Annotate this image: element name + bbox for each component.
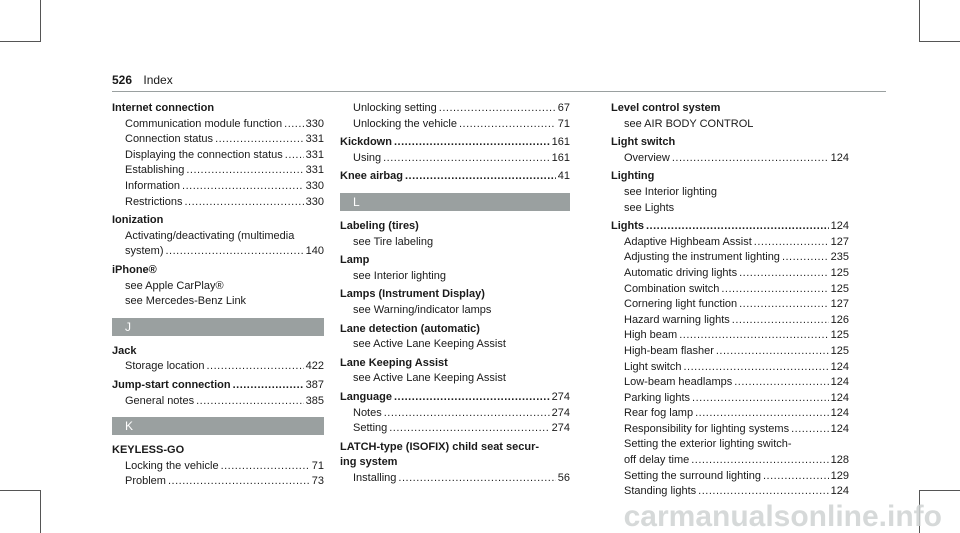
entry-text: Labeling (tires)	[340, 219, 419, 232]
leader-dots	[691, 453, 828, 469]
page-ref: 140	[305, 245, 324, 258]
page-ref: 126	[830, 313, 849, 326]
page-ref: 71	[557, 117, 570, 130]
index-subentry	[611, 250, 849, 266]
entry-text: Notes	[353, 406, 382, 419]
entry-text: Jack	[112, 344, 137, 357]
entry-text: Setting	[353, 422, 388, 435]
entry-text: ing system	[340, 456, 398, 469]
leader-dots	[695, 406, 829, 422]
page-ref: 124	[830, 422, 849, 435]
page-ref: 331	[305, 164, 324, 177]
leader-dots	[196, 394, 304, 410]
index-subentry	[611, 360, 849, 376]
page-ref: 331	[305, 133, 324, 146]
page-ref: 128	[830, 454, 849, 467]
index-entry	[112, 101, 324, 117]
index-entry	[340, 390, 570, 406]
leader-dots	[182, 179, 304, 195]
index-subentry: see Interior lighting	[353, 269, 446, 282]
index-entry	[112, 443, 324, 459]
crop-mark	[919, 490, 920, 533]
index-letter-header: L	[340, 193, 570, 211]
page-ref: 274	[551, 406, 570, 419]
index-subentry	[112, 179, 324, 195]
index-subentry	[340, 117, 570, 133]
entry-text: Internet connection	[112, 102, 215, 114]
entry-text: Information	[125, 179, 181, 192]
leader-dots	[439, 101, 556, 117]
page-ref: 124	[830, 360, 849, 373]
entry-text: Lane detection (automatic)	[340, 322, 480, 335]
leader-dots	[285, 148, 304, 164]
index-subentry: see Tire labeling	[353, 235, 434, 248]
leader-dots	[186, 163, 303, 179]
page-ref: 67	[557, 102, 570, 114]
index-subentry: see Active Lane Keeping Assist	[353, 372, 506, 385]
crop-mark	[40, 490, 41, 533]
leader-dots	[734, 375, 828, 391]
index-subentry: Activating/deactivating (multimedia	[125, 229, 295, 242]
leader-dots	[233, 378, 304, 394]
entry-text: High beam	[624, 329, 678, 342]
index-entry	[112, 263, 324, 279]
leader-dots	[646, 219, 829, 235]
index-subentry	[611, 406, 849, 422]
entry-text: High-beam flasher	[624, 344, 714, 357]
index-subentry	[112, 244, 324, 260]
index-entry	[611, 219, 849, 235]
index-subentry	[340, 101, 570, 117]
index-entry	[112, 378, 324, 394]
index-subentry	[611, 375, 849, 391]
leader-dots	[692, 391, 829, 407]
page-number: 526	[112, 73, 133, 87]
index-entry	[340, 455, 570, 471]
leader-dots	[459, 117, 556, 133]
leader-dots	[763, 469, 829, 485]
page-ref: 125	[830, 344, 849, 357]
entry-text: Locking the vehicle	[125, 459, 219, 472]
crop-mark	[919, 0, 920, 42]
entry-text: Unlocking setting	[353, 102, 437, 114]
index-subentry: see Apple CarPlay®	[125, 279, 224, 292]
page-ref: 71	[311, 459, 324, 472]
page-ref: 125	[830, 266, 849, 279]
index-entry	[340, 219, 570, 235]
index-subentry	[611, 453, 849, 469]
index-entry	[611, 135, 849, 151]
entry-text: Lighting	[611, 170, 655, 183]
index-entry	[340, 135, 570, 151]
page-ref: 387	[305, 378, 324, 391]
page-header	[112, 73, 173, 87]
leader-dots	[754, 235, 829, 251]
index-subentry	[112, 117, 324, 133]
index-subentry	[112, 459, 324, 475]
entry-text: Setting the surround lighting	[624, 469, 761, 482]
index-subentry	[611, 391, 849, 407]
index-entry	[340, 440, 570, 456]
index-entry	[611, 101, 849, 117]
entry-text: Lamp	[340, 254, 370, 267]
index-subentry	[611, 297, 849, 313]
entry-text: KEYLESS-GO	[112, 444, 185, 457]
page-ref: 124	[830, 151, 849, 164]
entry-text: Installing	[353, 471, 397, 484]
index-column-2	[340, 101, 570, 486]
index-subentry	[112, 394, 324, 410]
index-subentry	[340, 151, 570, 167]
leader-dots	[721, 282, 828, 298]
entry-text: Lamps (Instrument Display)	[340, 288, 485, 301]
section-title: Index	[143, 73, 173, 87]
index-entry	[340, 322, 570, 338]
entry-text: Adjusting the instrument lighting	[624, 251, 780, 264]
leader-dots	[672, 151, 829, 167]
leader-dots	[383, 151, 550, 167]
page-ref: 330	[305, 195, 324, 208]
leader-dots	[782, 250, 829, 266]
index-subentry	[611, 282, 849, 298]
entry-text: Standing lights	[624, 485, 697, 498]
page-ref: 56	[557, 471, 570, 484]
index-subentry: see Interior lighting	[624, 185, 717, 198]
leader-dots	[739, 266, 829, 282]
index-column-1	[112, 101, 324, 490]
entry-text: Establishing	[125, 164, 185, 177]
entry-text: Language	[340, 390, 392, 403]
leader-dots	[698, 484, 828, 500]
entry-text: Lights	[611, 220, 644, 233]
index-subentry	[340, 421, 570, 437]
entry-text: Automatic driving lights	[624, 266, 738, 279]
leader-dots	[184, 195, 303, 211]
leader-dots	[394, 135, 550, 151]
index-subentry	[112, 163, 324, 179]
leader-dots	[405, 169, 556, 185]
index-entry	[340, 169, 570, 185]
index-subentry: see Warning/indicator lamps	[353, 303, 492, 316]
index-subentry	[112, 195, 324, 211]
entry-text: Responsibility for lighting systems	[624, 422, 790, 435]
crop-mark	[0, 490, 40, 491]
index-subentry	[340, 471, 570, 487]
index-subentry	[611, 344, 849, 360]
page-ref: 422	[305, 360, 324, 373]
entry-text: Knee airbag	[340, 170, 403, 183]
leader-dots	[384, 406, 550, 422]
index-subentry	[112, 132, 324, 148]
entry-text: Lane Keeping Assist	[340, 356, 448, 369]
crop-mark	[0, 41, 40, 42]
page-ref: 124	[830, 485, 849, 498]
entry-text: Combination switch	[624, 282, 720, 295]
svg-text:carmanualsonline.info: carmanualsonline.info	[623, 500, 942, 533]
index-letter-header: K	[112, 417, 324, 435]
index-subentry	[611, 469, 849, 485]
entry-text: Cornering light function	[624, 298, 738, 311]
leader-dots	[221, 459, 310, 475]
leader-dots	[168, 474, 310, 490]
entry-text: Level control system	[611, 102, 721, 114]
entry-text: Adaptive Highbeam Assist	[624, 235, 752, 248]
page-ref: 125	[830, 329, 849, 342]
index-subentry: see AIR BODY CONTROL	[624, 117, 754, 130]
entry-text: Restrictions	[125, 195, 183, 208]
leader-dots	[683, 360, 828, 376]
page-ref: 331	[305, 148, 324, 161]
index-letter-header: J	[112, 318, 324, 336]
entry-text: Using	[353, 151, 382, 164]
entry-text: iPhone®	[112, 263, 157, 276]
leader-dots	[394, 390, 550, 406]
entry-text: Low-beam headlamps	[624, 376, 733, 389]
index-subentry: see Mercedes-Benz Link	[125, 295, 247, 308]
page-ref: 274	[551, 422, 570, 435]
entry-text: General notes	[125, 394, 195, 407]
crop-mark	[919, 41, 960, 42]
page-ref: 330	[305, 117, 324, 130]
leader-dots	[732, 313, 829, 329]
index-subentry: see Lights	[624, 201, 675, 214]
page-ref: 124	[830, 391, 849, 404]
entry-text: Communication module function	[125, 117, 283, 130]
page-ref: 161	[551, 151, 570, 164]
crop-mark	[919, 490, 960, 491]
leader-dots	[284, 117, 304, 133]
entry-text: Ionization	[112, 214, 164, 227]
index-subentry	[611, 266, 849, 282]
page-ref: 274	[551, 390, 570, 403]
index-subentry	[611, 313, 849, 329]
entry-text: Storage location	[125, 360, 205, 373]
index-subentry	[611, 235, 849, 251]
leader-dots	[739, 297, 829, 313]
page-ref: 161	[551, 136, 570, 149]
index-subentry	[611, 151, 849, 167]
page-ref: 125	[830, 282, 849, 295]
entry-text: Parking lights	[624, 391, 691, 404]
entry-text: Overview	[624, 151, 670, 164]
leader-dots	[207, 359, 304, 375]
header-divider	[112, 91, 886, 92]
entry-text: Jump-start connection	[112, 378, 231, 391]
page-ref: 235	[830, 251, 849, 264]
page-ref: 124	[830, 376, 849, 389]
leader-dots	[679, 328, 828, 344]
entry-text: Light switch	[624, 360, 682, 373]
index-subentry	[112, 148, 324, 164]
index-entry	[112, 344, 324, 360]
page-ref: 124	[830, 407, 849, 420]
entry-text: Displaying the connection status	[125, 148, 283, 161]
index-entry	[340, 253, 570, 269]
index-subentry: Setting the exterior lighting switch-	[624, 438, 792, 451]
entry-text: Rear fog lamp	[624, 407, 694, 420]
index-subentry	[112, 359, 324, 375]
index-entry	[112, 213, 324, 229]
index-subentry	[611, 328, 849, 344]
entry-text: Problem	[125, 475, 166, 488]
leader-dots	[389, 421, 549, 437]
entry-text: Light switch	[611, 136, 676, 149]
page-ref: 330	[305, 179, 324, 192]
entry-text: Hazard warning lights	[624, 313, 730, 326]
page-ref: 73	[311, 475, 324, 488]
leader-dots	[716, 344, 829, 360]
entry-text: off delay time	[624, 454, 690, 467]
index-subentry: see Active Lane Keeping Assist	[353, 338, 506, 351]
index-column-3	[611, 101, 849, 500]
leader-dots	[791, 422, 829, 438]
index-entry	[340, 287, 570, 303]
entry-text: LATCH-type (ISOFIX) child seat secur-	[340, 440, 540, 453]
leader-dots	[398, 471, 555, 487]
page-ref: 385	[305, 394, 324, 407]
entry-text: system)	[125, 245, 164, 258]
page-ref: 124	[830, 220, 849, 233]
page-ref: 127	[830, 235, 849, 248]
leader-dots	[166, 244, 304, 260]
index-subentry	[611, 422, 849, 438]
leader-dots	[215, 132, 304, 148]
crop-mark	[40, 0, 41, 42]
page-ref: 41	[557, 170, 570, 183]
page-ref: 127	[830, 298, 849, 311]
index-subentry	[112, 474, 324, 490]
entry-text: Unlocking the vehicle	[353, 117, 457, 130]
index-subentry	[340, 406, 570, 422]
index-entry	[340, 356, 570, 372]
index-subentry	[611, 484, 849, 500]
index-entry	[611, 169, 849, 185]
entry-text: Kickdown	[340, 136, 392, 149]
page-ref: 129	[830, 469, 849, 482]
entry-text: Connection status	[125, 133, 214, 146]
